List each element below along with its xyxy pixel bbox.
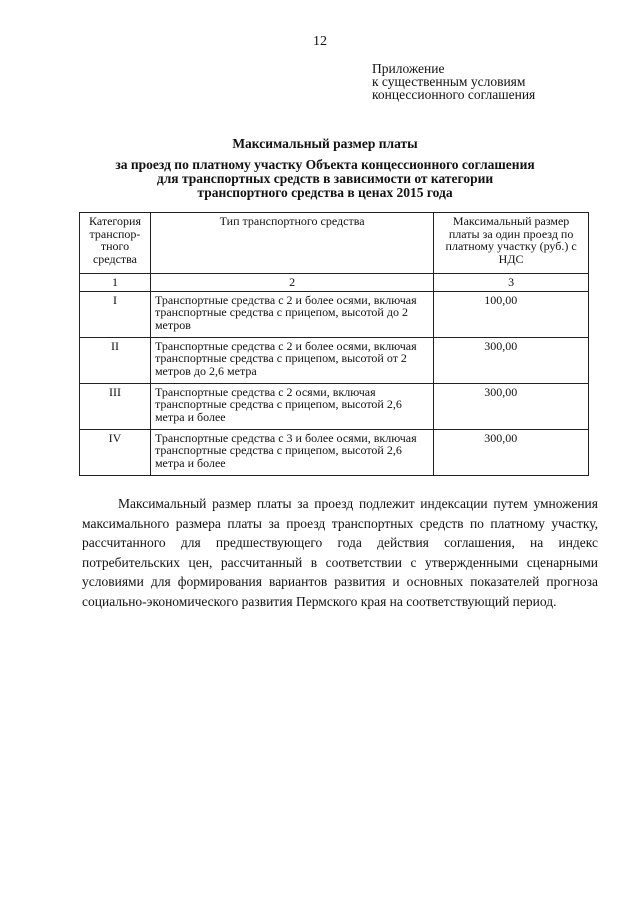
annex-line-2: к существенным условиям [372, 74, 526, 89]
page-number: 12 [313, 34, 327, 49]
price-cell: 300,00 [434, 383, 589, 429]
annex-line-3: концессионного соглашения [372, 87, 536, 102]
header-max-fee: Максимальный размер платы за один проезд по платному участку (руб.) с НДС [434, 213, 589, 274]
annex-line-1: Приложение [372, 61, 445, 76]
table-row [80, 383, 589, 429]
header-vehicle-type: Тип транспортного средства [150, 213, 433, 274]
price-cell: 300,00 [434, 429, 589, 475]
vehicle-type-cell: Транспортные средства с 2 и более осями, включая транспортные средства с прицепом, высотой от 2 метров до 2,6 метра [150, 337, 433, 383]
title-line-3: для транспортных средств в зависимости от категории [156, 171, 494, 186]
category-cell: I [80, 291, 151, 337]
fee-table [79, 212, 589, 476]
vehicle-type-cell: Транспортные средства с 2 и более осями, включая транспортные средства с прицепом, высотой до 2 метров [150, 291, 433, 337]
table-row [80, 429, 589, 475]
column-number: 2 [150, 274, 433, 292]
table-row [80, 291, 589, 337]
header-category: Категория транспор-тного средства [80, 213, 151, 274]
title-line-2: за проезд по платному участку Объекта концессионного соглашения [115, 157, 535, 172]
category-cell: II [80, 337, 151, 383]
category-cell: IV [80, 429, 151, 475]
document-title [60, 137, 590, 200]
vehicle-type-cell: Транспортные средства с 3 и более осями, включая транспортные средства с прицепом, высотой 2,6 метра и более [150, 429, 433, 475]
title-line-4: транспортного средства в ценах 2015 года [197, 185, 453, 200]
category-cell: III [80, 383, 151, 429]
table-row [80, 337, 589, 383]
column-number: 1 [80, 274, 151, 292]
title-line-1: Максимальный размер платы [232, 136, 418, 151]
annex-heading [372, 62, 535, 101]
column-number-row [80, 274, 589, 292]
table-header-row [80, 213, 589, 274]
vehicle-type-cell: Транспортные средства с 2 осями, включая транспортные средства с прицепом, высотой 2,6 метра и более [150, 383, 433, 429]
price-cell: 300,00 [434, 337, 589, 383]
indexation-paragraph: Максимальный размер платы за проезд подлежит индексации путем умножения максимального размера платы за проезд транспортных средств по платному участку, рассчитанного для предшествующего года действия соглашения, на индекс потребительских цен, рассчитанный в соответствии с утвержденными сценарными условиями для формирования вариантов развития и основных показателей прогноза социально-экономического развития Пермского края на соответствующий период. [82, 496, 598, 609]
column-number: 3 [434, 274, 589, 292]
price-cell: 100,00 [434, 291, 589, 337]
